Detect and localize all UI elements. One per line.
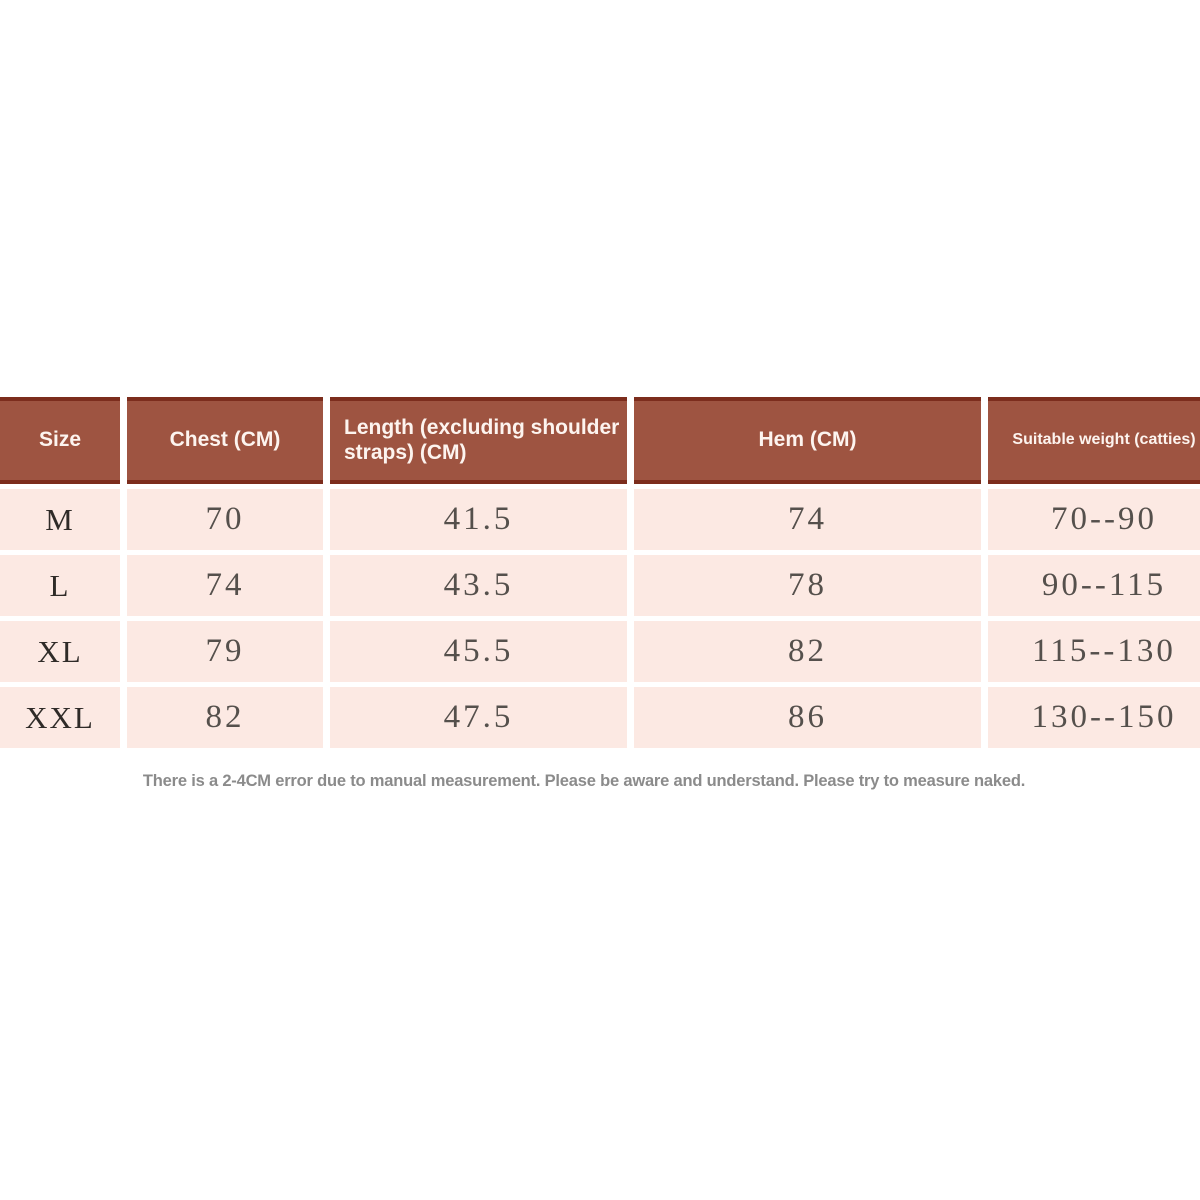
- table-cell-chest-xl: 79: [127, 621, 323, 682]
- table-cell-size-l: L: [0, 555, 120, 616]
- table-cell-weight-l: 90--115: [988, 555, 1200, 616]
- table-cell-hem-xxl: 86: [634, 687, 981, 748]
- table-cell-weight-xxl: 130--150: [988, 687, 1200, 748]
- size-chart-table: [0, 397, 1200, 748]
- column-header-length: Length (excluding shoulder straps) (CM): [330, 397, 627, 484]
- table-cell-length-m: 41.5: [330, 489, 627, 550]
- table-cell-length-xl: 45.5: [330, 621, 627, 682]
- table-cell-length-xxl: 47.5: [330, 687, 627, 748]
- table-cell-hem-xl: 82: [634, 621, 981, 682]
- table-cell-length-l: 43.5: [330, 555, 627, 616]
- column-header-chest: Chest (CM): [127, 397, 323, 484]
- table-cell-hem-m: 74: [634, 489, 981, 550]
- table-cell-chest-l: 74: [127, 555, 323, 616]
- table-cell-hem-l: 78: [634, 555, 981, 616]
- table-cell-weight-m: 70--90: [988, 489, 1200, 550]
- table-cell-size-xxl: XXL: [0, 687, 120, 748]
- column-header-hem: Hem (CM): [634, 397, 981, 484]
- table-cell-weight-xl: 115--130: [988, 621, 1200, 682]
- table-cell-size-xl: XL: [0, 621, 120, 682]
- table-cell-size-m: M: [0, 489, 120, 550]
- column-header-size: Size: [0, 397, 120, 484]
- measurement-disclaimer-note: There is a 2-4CM error due to manual measurement. Please be aware and understand. Please try to measure naked.: [142, 772, 1026, 790]
- table-cell-chest-xxl: 82: [127, 687, 323, 748]
- table-cell-chest-m: 70: [127, 489, 323, 550]
- column-header-weight: Suitable weight (catties): [988, 397, 1200, 484]
